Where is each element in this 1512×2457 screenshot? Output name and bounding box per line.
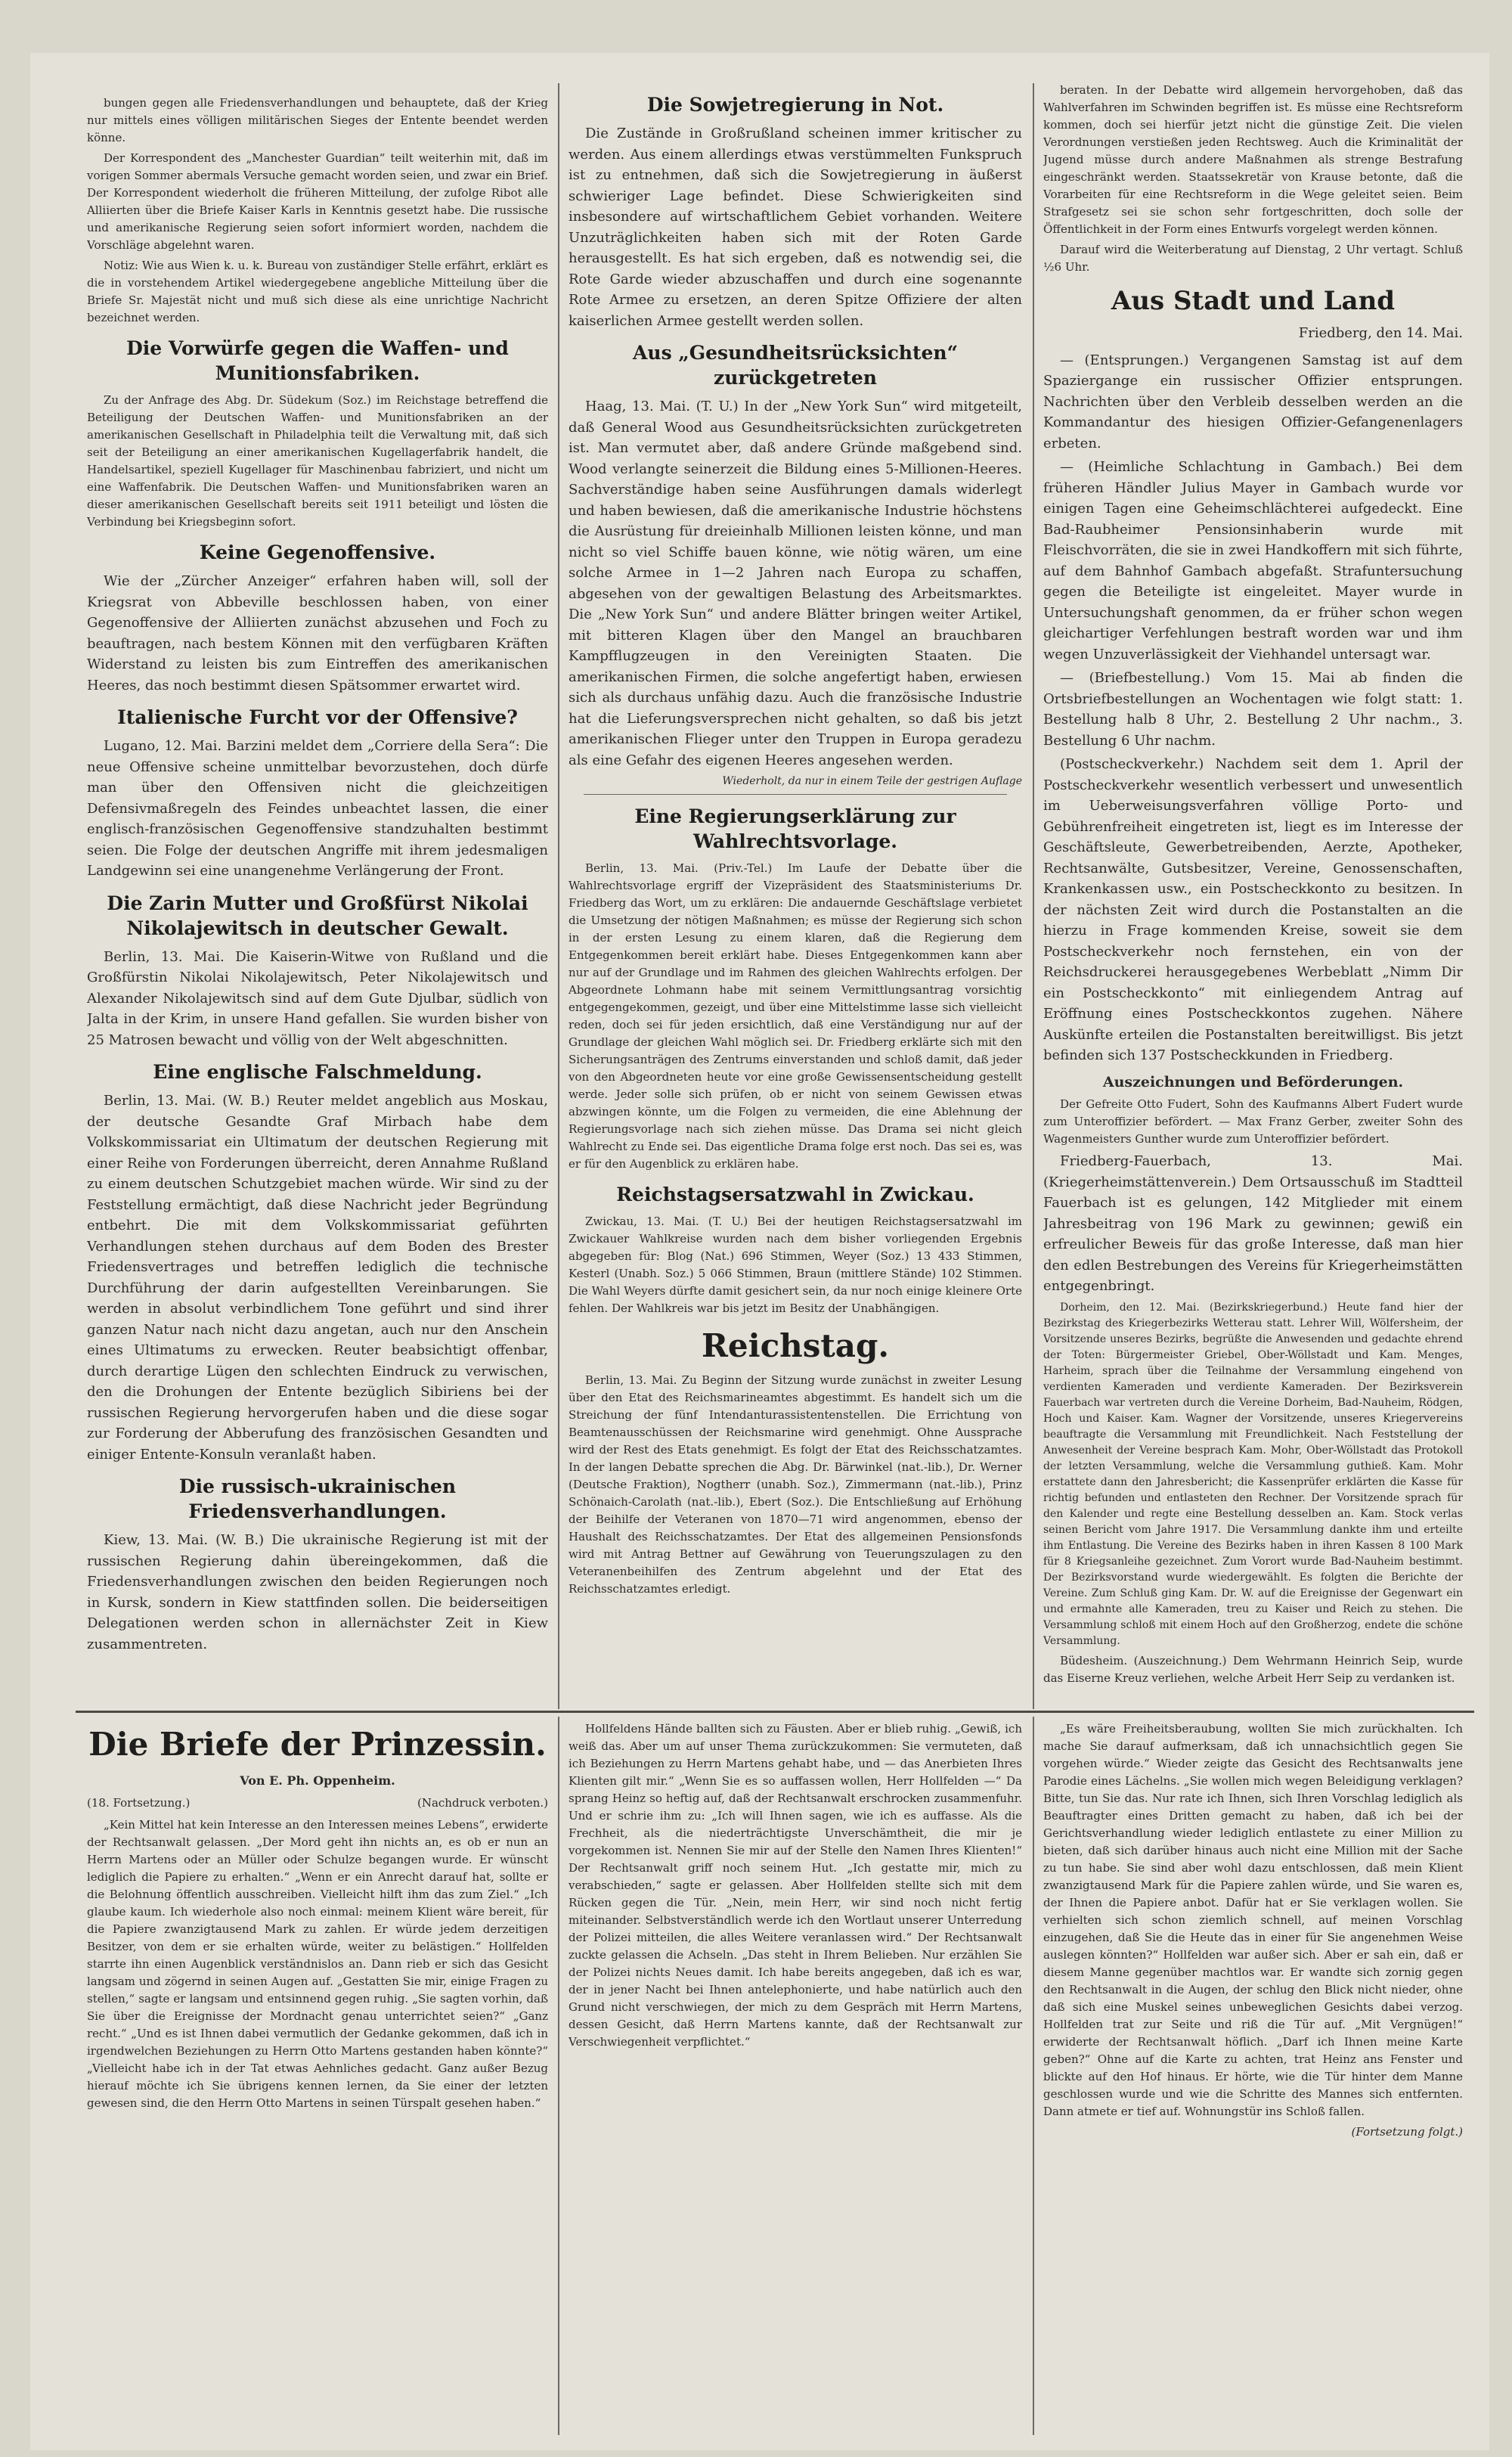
- headline-zwickau: Reichstagsersatzwahl in Zwickau.: [616, 1184, 974, 1205]
- reprint-note: Wiederholt, da nur in einem Teile der gestrigen Auflage: [722, 775, 1022, 787]
- newspaper-page: [30, 53, 1489, 2450]
- article-paragraph: Berlin, 13. Mai. Die Kaiserin-Witwe von Rußland und die Großfürstin Nikolai Nikolajewitsch, Peter Nikolajewitsch und Alexander Nikolajewitsch sind auf dem Gute Djulbar, südlich von Jalta in der Krim, in unsere Hand gefallen. Sie wurden bisher von 25 Matrosen bewacht und völlig von der Welt abgeschnitten.: [87, 948, 548, 1048]
- article-paragraph: Berlin, 13. Mai. (W. B.) Reuter meldet angeblich aus Moskau, der deutsche Gesandte Graf Mirbach habe dem Volkskommissariat ein Ultimatum der deutschen Regierung mit einer Reihe von Forderungen überreicht, deren Annahme Rußland zu einem deutschen Schutzgebiet machen würde. Wir sind zu der Feststellung ermächtigt, daß diese Nachricht jeder Begründung entbehrt. Die mit dem Volkskommissariat geführten Verhandlungen stehen durchaus auf dem Boden des Brester Friedensvertrages und betreffen lediglich die technische Durchführung der darin aufgestellten Vereinbarungen. Sie werden in absolut verbindlichem Tone geführt und sind ihrer ganzen Natur nach nicht dazu angetan, auch nur den Anschein eines Ultimatums zu erwecken. Reuter beabsichtigt offenbar, durch derartige Lügen den schlechten Eindruck zu verwischen, den die Drohungen der Entente bezüglich Sibiriens bei der russischen Regierung hervorgerufen haben und die diese sogar zur Forderung der Abberufung des französischen Gesandten und einiger Entente-Konsuln veranlaßt haben.: [87, 1093, 548, 1463]
- feuilleton-meta: [87, 1793, 548, 1814]
- local-item: Büdesheim. (Auszeichnung.) Dem Wehrmann Heinrich Seip, wurde das Eiserne Kreuz verliehen, welche Arbeit Herr Seip zu verdanken ist.: [1043, 1653, 1463, 1685]
- story-text: „Kein Mittel hat kein Interesse an den Interessen meines Lebens“, erwiderte der Rechtsanwalt gelassen. „Der Mord geht ihn nichts an, es ob er nun an Herrn Martens oder an Müller oder Schulze begangen wurde. Er wünscht lediglich die Papiere zu erhalten.“ „Wenn er ein Anrecht darauf hat, sollte er die Belohnung öffentlich ausschreiben. Vielleicht hilft ihm das zum Ziel.“ „Ich glaube kaum. Ich wiederhole also noch einmal: meinem Klient wäre bereit, für die Papiere zwanzigtausend Mark zu zahlen. Er würde jedem derzeitigen Besitzer, von dem er sie erhalten würde, weiter zu belästigen.“ Hollfelden starrte ihn einen Augenblick verständnislos an. Dann rieb er sich das Gesicht langsam und zögernd in seinen Augen auf. „Gestatten Sie mir, einige Fragen zu stellen,“ sagte er langsam und entsinnend gegen ruhig. „Sie sagten vorhin, daß Sie über die Ereignisse der Mordnacht genau unterrichtet seien?“ „Ganz recht.“ „Und es ist Ihnen dabei vermutlich der Gedanke gekommen, daß ich in irgendwelchen Beziehungen zu Herrn Otto Martens gestanden haben könnte?“ „Vielleicht habe ich in der Tat etwas Aehnliches gedacht. Ganz außer Bezug hierauf möchte ich Sie übrigens kennen lernen, da Sie einer der letzten gewesen sind, die den Herrn Otto Martens in seinen Türspalt gesehen haben.“: [87, 1818, 548, 2110]
- article-paragraph: Haag, 13. Mai. (T. U.) In der „New York Sun“ wird mitgeteilt, daß General Wood aus Gesundheitsrücksichten zurückgetreten ist. Man vermutet aber, daß andere Gründe maßgebend sind. Wood verlangte seinerzeit die Bildung eines 5-Millionen-Heeres. Sachverständige haben seine Ausführungen damals widerlegt und haben bewiesen, daß die amerikanische Industrie höchstens die Ausrüstung für dreieinhalb Millionen leisten könne, und man nicht so viel Schiffe bauen könne, wie nötig wären, um eine solche Armee in 1—2 Jahren nach Europa zu schaffen, abgesehen von der gewaltigen Belastung des Arbeitsmarktes. Die „New York Sun“ und andere Blätter bringen weiter Artikel, mit bitteren Klagen über den Mangel an brauchbaren Kampfflugzeugen in den Vereinigten Staaten. Die amerikanischen Firmen, die solche angefertigt haben, erwiesen sich als durchaus unfähig dazu. Auch die französische Industrie hat die Lieferungsversprechen nicht gehalten, so daß bis jetzt amerikanischen Flieger unter den Truppen in Europa geradezu als eine Gefahr des eigenen Heeres angesehen werden.: [569, 399, 1022, 768]
- article-paragraph: Lugano, 12. Mai. Barzini meldet dem „Corriere della Sera“: Die neue Offensive scheine unmittelbar bevorzustehen, doch dürfe man über den Offensiven nicht die gleichzeitigen Defensivmaßregeln des Feindes unbeachtet lassen, die einer englisch-französischen Gegenoffensive standzuhalten bestimmt seien. Die Folge der deutschen Angriffe mit ihrem jedesmaligen Landgewinn sei eine unangenehme Verlängerung der Front.: [87, 738, 548, 879]
- column-rule: [1033, 83, 1034, 1709]
- column-1: [87, 95, 548, 1702]
- article-paragraph: Darauf wird die Weiterberatung auf Dienstag, 2 Uhr vertagt. Schluß ½6 Uhr.: [1043, 243, 1463, 274]
- article-notiz: Notiz: Wie aus Wien k. u. k. Bureau von zuständiger Stelle erfährt, erklärt es die in vorstehendem Artikel wiedergegebene angebliche Mitteilung über die Briefe Sr. Majestät nicht und muß sich diese als eine unrichtige Nachricht bezeichnet werden.: [87, 259, 548, 324]
- headline-sowjetregierung: Die Sowjetregierung in Not.: [646, 94, 944, 116]
- story-text: „Es wäre Freiheitsberaubung, wollten Sie mich zurückhalten. Ich mache Sie darauf aufmerksam, daß ich unnachsichtlich gegen Sie vorgehen würde.“ Wieder zeigte das Gesicht des Rechtsanwalts jene Parodie eines Lächelns. „Sie wollen mich wegen Beleidigung verklagen? Bitte, tun Sie das. Nur rate ich Ihnen, sich Ihren Vorschlag lediglich als Beauftragter eines Dritten gemacht zu haben, daß ich bei der Gerichtsverhandlung wieder lediglich entlastete zu einer Million zu bieten, daß sich darüber hinaus auch nicht eine Million mit der Sache zu tun habe. Sie sind aber wohl dazu entschlossen, daß mein Klient zwanzigtausend Mark für die Papiere zahlen würde, und Sie waren es, der Ihnen die Papiere anbot. Dafür hat er Sie verklagen wollen. Sie verhielten sich schon ziemlich schnell, auf meinen Vorschlag einzugehen, daß Sie die Heute das in einer für Sie angenehmen Weise auslegen könnten?“ Hollfelden war außer sich. Aber er sah ein, daß er diesem Manne gegenüber machtlos war. Er wandte sich zornig gegen den Rechtsanwalt in die Augen, der schlug den Blick nicht nieder, ohne daß sich eine Muskel seines unbeweglichen Gesichts dabei verzog. Hollfelden trat zur Seite und riß die Tür auf. „Mit Vergnügen!“ erwiderte der Rechtsanwalt höflich. „Darf ich Ihnen meine Karte geben?“ Ohne auf die Karte zu achten, trat Heinz ans Fenster und blickte auf den Hof hinaus. Er hörte, wie die Tür hinter dem Manne geschlossen wurde und wie die Schritte des Mannes sich entfernten. Dann atmete er tief auf. Wohnungstür ins Schloß fallen.: [1043, 1722, 1463, 2118]
- dateline: Friedberg, den 14. Mai.: [1298, 325, 1463, 341]
- section-title-stadt-land: Aus Stadt und Land: [1111, 286, 1396, 316]
- local-item: Der Gefreite Otto Fudert, Sohn des Kaufmanns Albert Fudert wurde zum Unteroffizier befördert. — Max Franz Gerber, zweiter Sohn des Wagenmeisters Gunther wurde zum Unteroffizier befördert.: [1043, 1097, 1463, 1146]
- headline-gesundheitsruecksichten: Aus „Gesundheitsrücksichten“ zurückgetreten: [633, 342, 958, 389]
- article-paragraph: Zu der Anfrage des Abg. Dr. Südekum (Soz.) im Reichstage betreffend die Beteiligung der Deutschen Waffen- und Munitionsfabriken an der amerikanischen Gesellschaft in Philadelphia teilt die Verwaltung mit, daß sich seit der Beteiligung an einer amerikanischen Kugellagerfabrik handelt, die Handelsartikel, speziell Kugellager für Maschinenbau fabriziert, und nicht um eine Waffenfabrik. Die Deutschen Waffen- und Munitionsfabriken waren an dieser amerikanischen Gesellschaft bereits seit 1911 beteiligt und lösten die Verbindung bei Kriegsbeginn sofort.: [87, 393, 548, 529]
- feuilleton-author: Von E. Ph. Oppenheim.: [240, 1773, 395, 1788]
- article-paragraph: Die Zustände in Großrußland scheinen immer kritischer zu werden. Aus einem allerdings etwas verstümmelten Funkspruch ist zu entnehmen, daß sich die Sowjetregierung in äußerst schwieriger Lage befindet. Diese Schwierigkeiten sind insbesondere auf wirtschaftlichem Gebiet vorhanden. Weitere Unzuträglichkeiten haben sich mit der Roten Garde herausgestellt. Es hat sich ergeben, daß es notwendig sei, die Rote Garde wieder abzuschaffen und durch eine sogenannte Rote Armee zu ersetzen, an deren Spitze Offiziere der alten kaiserlichen Armee gestellt werden sollen.: [569, 126, 1022, 329]
- divider: [584, 794, 1007, 795]
- local-item: Friedberg-Fauerbach, 13. Mai. (Kriegerheimstättenverein.) Dem Ortsausschuß im Stadtteil Fauerbach ist es gelungen, 142 Mitglieder mit einem Jahresbeitrag von 196 Mark zu gewinnen; gewiß ein erfreulicher Beweis für das große Interesse, daß man hier den edlen Bestrebungen des Vereins für Kriegerheimstätten entgegenbringt.: [1043, 1153, 1463, 1294]
- headline-italienische-furcht: Italienische Furcht vor der Offensive?: [117, 706, 518, 728]
- copyright-label: (Nachdruck verboten.): [417, 1795, 548, 1810]
- column-rule: [558, 83, 559, 1709]
- article-paragraph: Berlin, 13. Mai. (Priv.-Tel.) Im Laufe der Debatte über die Wahlrechtsvorlage ergriff der Vizepräsident des Staatsministeriums Dr. Friedberg das Wort, um zu erklären: Die andauernde Geschäftslage verbietet die Umsetzung der nötigen Maßnahmen; es müsse der Regierung sich schon in der ersten Lesung zu einem klaren, daß die Regierung dem Entgegenkommen bereit erklärt habe. Dieses Entgegenkommen kann aber nur auf der Grundlage und im Rahmen des gleichen Wahlrechts erfolgen. Der Abgeordnete Lohmann habe mit seinem Vermittlungsantrag vorsichtig entgegengekommen, gezeigt, und über eine Mittelstimme lasse sich vielleicht reden, doch sei für jeden ersichtlich, daß eine Verständigung nur auf der Grundlage der gleichen Wahl möglich sei. Dr. Friedberg erklärte sich mit den Sicherungsanträgen des Zentrums einverstanden und schloß damit, daß jeder von den Abgeordneten heute vor eine große Gewissensentscheidung gestellt werde. Jeder solle sich prüfen, ob er nicht von seinem Gewissen etwas abzwingen könnte, um die Folgen zu vermeiden, die eine Ablehnung der Regierungsvorlage nach sich ziehen müsse. Das Drama sei nicht gleich Wahlrecht zu Ende sei. Das eigentliche Drama folge erst noch. Das sei es, was er für den Augenblick zu erklären habe.: [569, 861, 1022, 1171]
- feuilleton-column-3: [1043, 1720, 1463, 2439]
- subhead-auszeichnungen: Auszeichnungen und Beförderungen.: [1102, 1073, 1404, 1090]
- article-paragraph: Zwickau, 13. Mai. (T. U.) Bei der heutigen Reichstagsersatzwahl im Zwickauer Wahlkreise wurden nach dem bisher vorliegenden Ergebnis abgegeben für: Blog (Nat.) 696 Stimmen, Weyer (Soz.) 13 433 Stimmen, Kesterl (Unabh. Soz.) 5 066 Stimmen, Braun (mittlere Stände) 102 Stimmen. Die Wahl Weyers dürfte damit gesichert sein, da nur noch einige kleinere Orte fehlen. Der Wahlkreis war bis jetzt im Besitz der Unabhängigen.: [569, 1215, 1022, 1315]
- local-item: Dorheim, den 12. Mai. (Bezirkskriegerbund.) Heute fand hier der Bezirkstag des Kriegerbezirks Wetterau statt. Lehrer Will, Wölfersheim, der Vorsitzende unseres Bezirks, begrüßte die Anwesenden und gedachte ehrend der Toten: Bürgermeister Griebel, Ober-Wöllstadt und Kam. Menges, Harheim, sprach über die Teilnahme der Versammlung eingehend von verdienten Kameraden und verdiente Kameraden. Der Bezirksverein Fauerbach war vertreten durch die Vereine Dorheim, Bad-Nauheim, Rödgen, Hoch und Kaiser. Kam. Wagner der Vorsitzende, unseres Kriegervereins beauftragte die Versammlung mit Freundlichkeit. Nach Feststellung der Anwesenheit der Vereine besprach Kam. Mohr, Ober-Wöllstadt das Protokoll der letzten Versammlung, welche die Versammlung guthieß. Kam. Mohr erstattete dann den Jahresbericht; die Kassenprüfer erklärten die Kasse für richtig befunden und entlasteten den Rechner. Der Vorsitzende sprach für den Kalender und regte eine Bestellung desselben an. Kam. Stock verlas seinen Bericht vom Jahre 1917. Die Versammlung dankte ihm und erteilte ihm Entlastung. Die Vereine des Bezirks haben in ihren Kassen 8 100 Mark für 8 Kriegsanleihe gezeichnet. Zum Vorort wurde Bad-Nauheim bestimmt. Der Bezirksvorstand wurde wiedergewählt. Es folgten die Berichte der Vereine. Zum Schluß ging Kam. Dr. W. auf die Ereignisse der Gegenwart ein und ermahnte alle Kameraden, treu zu Kaiser und Reich zu stehen. Die Versammlung schloß mit einem Hoch auf den Großherzog, endete die schöne Versammlung.: [1043, 1301, 1463, 1647]
- article-continuation: beraten. In der Debatte wird allgemein hervorgehoben, daß das Wahlverfahren im Schwinden begriffen ist. Es müsse eine Rechtsreform kommen, doch sei hierfür jetzt nicht die günstige Zeit. Die vielen Verordnungen verstießen jeden Rechtsweg. Auch die Kriminalität der Jugend müsse durch andere Maßnahmen als strenge Bestrafung eingeschränkt werden. Staatssekretär von Krause betonte, daß die Vorarbeiten für eine Rechtsreform in die Wege geleitet seien. Beim Strafgesetz sei sie schon sehr fortgeschritten, doch solle der Öffentlichkeit in der Form eines Entwurfs vorgelegt werden können.: [1043, 83, 1463, 236]
- headline-falschmeldung: Eine englische Falschmeldung.: [153, 1061, 482, 1083]
- article-paragraph: Kiew, 13. Mai. (W. B.) Die ukrainische Regierung ist mit der russischen Regierung dahin übereingekommen, daß die Friedensverhandlungen zwischen den beiden Regierungen noch in Kursk, sondern in Kiew stattfinden sollen. Die beiderseitigen Delegationen werden schon in allernächster Zeit in Kiew zusammentreten.: [87, 1532, 548, 1652]
- column-rule: [558, 1717, 559, 2435]
- feuilleton-rule: [76, 1711, 1474, 1713]
- column-rule: [1033, 1717, 1034, 2435]
- local-item: (Postscheckverkehr.) Nachdem seit dem 1. April der Postscheckverkehr wesentlich verbessert und unwesentlich im Ueberweisungsverfahren völlige Porto- und Gebührenfreiheit eingetreten ist, liegt es im Interesse der Geschäftsleute, Gewerbetreibenden, Aerzte, Apotheker, Rechtsanwälte, Gutsbesitzer, Vereine, Genossenschaften, Krankenkassen usw., ein Postscheckkonto zu besitzen. In der nächsten Zeit wird durch die Postanstalten an die hierzu in Frage kommenden Kreise, soweit sie dem Postscheckverkehr noch fernstehen, ein von der Reichsdruckerei herausgegebenes Werbeblatt „Nimm Dir ein Postscheckkonto“ mit einliegendem Antrag auf Eröffnung eines Postscheckkontos zugehen. Nähere Auskünfte erteilen die Postanstalten bereitwilligst. Bis jetzt befinden sich 137 Postscheckkunden in Friedberg.: [1043, 756, 1463, 1063]
- feuilleton-title: Die Briefe der Prinzessin.: [88, 1726, 547, 1763]
- local-item: — (Heimliche Schlachtung in Gambach.) Bei dem früheren Händler Julius Mayer in Gambach wurde vor einigen Tagen eine Geheimschlächterei aufgedeckt. Eine Bad-Raubheimer Pensionsinhaberin wurde mit Fleischvorräten, die sie in zwei Handkoffern mit sich führte, auf dem Bahnhof Gambach abgefaßt. Strafuntersuchung gegen die Beteiligte ist eingeleitet. Mayer wurde in Untersuchungshaft genommen, da er früher schon wegen gleichartiger Verfehlungen bestraft worden war und ihm wegen Unzuverlässigkeit der Viehhandel untersagt war.: [1043, 459, 1463, 662]
- local-item: — (Entsprungen.) Vergangenen Samstag ist auf dem Spaziergange ein russischer Offizier entsprungen. Nachrichten über den Verbleib desselben werden an die Kommandantur des hiesigen Offizier-Gefangenenlagers erbeten.: [1043, 352, 1463, 451]
- column-2: [569, 83, 1022, 1702]
- column-3: [1043, 82, 1463, 1702]
- feuilleton-column-2: [569, 1720, 1022, 2439]
- feuilleton-column-1: [87, 1720, 548, 2439]
- headline-regierungserklaerung: Eine Regierungserklärung zur Wahlrechtsvorlage.: [634, 805, 956, 852]
- installment-label: (18. Fortsetzung.): [87, 1795, 191, 1810]
- story-text: Hollfeldens Hände ballten sich zu Fäusten. Aber er blieb ruhig. „Gewiß, ich weiß das. Aber um auf unser Thema zurückzukommen: Sie vermuteten, daß ich Beziehungen zu Herrn Martens gehabt habe, und — das Anerbieten Ihres Klienten gilt mir.“ „Wenn Sie es so auffassen wollen, Herr Hollfelden —“ Da sprang Heinz so heftig auf, daß der Rechtsanwalt erschrocken zusammenfuhr. Und er schrie ihm zu: „Ich will Ihnen sagen, wie ich es auffasse. Als die Frechheit, als die niederträchtigste Unverschämtheit, die mir je vorgekommen ist. Nennen Sie mir auf der Stelle den Namen Ihres Klienten!“ Der Rechtsanwalt griff noch seinem Hut. „Ich gestatte mir, mich zu verabschieden,“ sagte er gelassen. Aber Hollfelden stellte sich mit dem Rücken gegen die Tür. „Nein, mein Herr, wir sind noch nicht fertig miteinander. Selbstverständlich werde ich den Wortlaut unserer Unterredung der Polizei mitteilen, die alles Weitere veranlassen wird.“ Der Rechtsanwalt zuckte gelassen die Achseln. „Das steht in Ihrem Belieben. Nur erzählen Sie der Polizei nichts Neues damit. Ich habe bereits angegeben, daß ich es war, der in jener Nacht bei Ihnen antelephonierte, und habe natürlich auch den Grund nicht verschwiegen, der mich zu dem Gespräch mit Herrn Martens, dessen Gesicht, daß Herrn Martens kannte, daß der Rechtsanwalt zur Verschwiegenheit verpflichtet.“: [569, 1722, 1022, 2049]
- headline-russisch-ukrainisch: Die russisch-ukrainischen Friedensverhandlungen.: [178, 1475, 457, 1522]
- article-paragraph: Wie der „Zürcher Anzeiger“ erfahren haben will, soll der Kriegsrat von Abbeville beschlossen haben, von einer Gegenoffensive der Alliierten zunächst abzusehen und Foch zu beauftragen, nach bestem Können mit den verfügbaren Kräften Widerstand zu leisten bis zum Eintreffen des amerikanischen Heeres, das noch bestimmt diesen Spätsommer erwartet wird.: [87, 573, 548, 693]
- headline-reichstag: Reichstag.: [702, 1327, 889, 1364]
- headline-waffen: Die Vorwürfe gegen die Waffen- und Munitionsfabriken.: [126, 337, 509, 384]
- headline-gegenoffensive: Keine Gegenoffensive.: [199, 541, 436, 563]
- continuation-note: (Fortsetzung folgt.): [1351, 2125, 1463, 2139]
- article-paragraph: Berlin, 13. Mai. Zu Beginn der Sitzung wurde zunächst in zweiter Lesung über den Etat des Reichsmarineamtes abgestimmt. Es handelt sich um die Streichung der fünf Intendanturassistentenstellen. Die Errichtung von Beamtenausschüssen der Reichsmarine wird genehmigt. Ohne Aussprache wird der Rest des Etats genehmigt. Es folgt der Etat des Reichsschatzamtes. In der langen Debatte sprechen die Abg. Dr. Bärwinkel (nat.-lib.), Dr. Werner (Deutsche Fraktion), Nogtherr (unabh. Soz.), Zimmermann (nat.-lib.), Prinz Schönaich-Carolath (nat.-lib.), Ebert (Soz.). Die Entschließung auf Erhöhung der Beihilfe der Veteranen von 1870—71 wird angenommen, ebenso der Haushalt des Reichsschatzamtes. Der Etat des allgemeinen Pensionsfonds wird mit Antrag Bettner auf Gewährung von Teuerungszulagen zu den Veteranenbeihilfen des Zentrum abgelehnt und der Etat des Reichsschatzamtes erledigt.: [569, 1373, 1022, 1596]
- article-continuation: bungen gegen alle Friedensverhandlungen und behauptete, daß der Krieg nur mittels eines völligen militärischen Sieges der Entente beendet werden könne.: [87, 96, 548, 144]
- local-item: — (Briefbestellung.) Vom 15. Mai ab finden die Ortsbriefbestellungen an Wochentagen wie folgt statt: 1. Bestellung halb 8 Uhr, 2. Bestellung 2 Uhr nachm., 3. Bestellung 6 Uhr nachm.: [1043, 670, 1463, 749]
- article-paragraph: Der Korrespondent des „Manchester Guardian“ teilt weiterhin mit, daß im vorigen Sommer abermals Versuche gemacht worden seien, und zwar ein Brief. Der Korrespondent wiederholt die früheren Mitteilung, der zufolge Ribot alle Alliierten über die Briefe Kaiser Karls in Kenntnis gesetzt habe. Die russische und amerikanische Regierung seien sofort informiert worden, nachdem die Vorschläge abgelehnt waren.: [87, 151, 548, 252]
- headline-zarin: Die Zarin Mutter und Großfürst Nikolai Nikolajewitsch in deutscher Gewalt.: [107, 892, 528, 939]
